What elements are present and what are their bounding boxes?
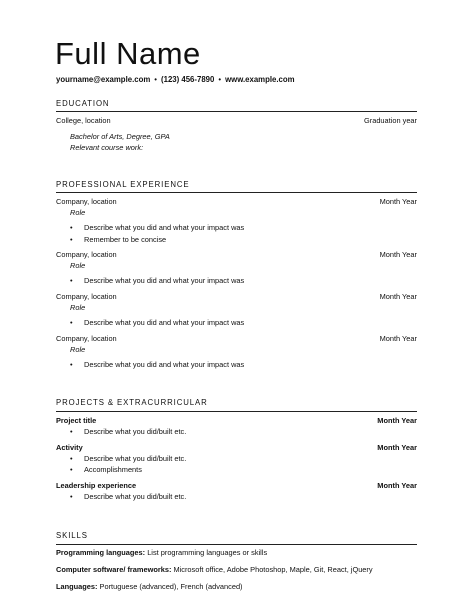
- list-item: [70, 318, 244, 327]
- entry-date: Month Year: [379, 334, 417, 343]
- company: Company, location: [56, 292, 117, 301]
- skills-heading: SKILLS: [56, 531, 88, 540]
- full-name: Full Name: [55, 36, 201, 71]
- company: Company, location: [56, 250, 117, 259]
- education-entry: [56, 116, 417, 125]
- bullet-icon: •: [70, 235, 73, 244]
- skills-divider: [56, 544, 417, 545]
- experience-entry: [56, 197, 417, 206]
- experience-entry: [56, 250, 417, 259]
- bullet-icon: •: [70, 360, 73, 369]
- separator: •: [218, 75, 222, 84]
- skill-label: Languages:: [56, 582, 98, 591]
- bullet-text: Describe what you did/built etc.: [84, 492, 187, 501]
- entry-date: Month Year: [379, 292, 417, 301]
- bullet-text: Describe what you did/built etc.: [84, 427, 187, 436]
- experience-entry: [56, 334, 417, 343]
- entry-date: Month Year: [377, 481, 417, 490]
- list-item: [70, 454, 186, 463]
- email: yourname@example.com: [56, 75, 151, 84]
- contact-line: [56, 75, 295, 84]
- bullet-text: Describe what you did/built etc.: [84, 454, 187, 463]
- list-item: [70, 465, 142, 474]
- projects-divider: [56, 411, 417, 412]
- bullet-text: Remember to be concise: [84, 235, 167, 244]
- project-entry: [56, 443, 417, 452]
- list-item: [70, 427, 186, 436]
- separator: •: [154, 75, 158, 84]
- company: Company, location: [56, 197, 117, 206]
- experience-entry: [56, 292, 417, 301]
- role: Role: [70, 345, 86, 354]
- projects-heading: PROJECTS & EXTRACURRICULAR: [56, 398, 208, 407]
- skill-value: Microsoft office, Adobe Photoshop, Maple, Git, React, jQuery: [173, 565, 373, 574]
- project-title: Leadership experience: [56, 481, 137, 490]
- education-heading: EDUCATION: [56, 99, 110, 108]
- project-entry: [56, 481, 417, 490]
- bullet-text: Describe what you did and what your impact was: [84, 223, 245, 232]
- experience-heading: PROFESSIONAL EXPERIENCE: [56, 180, 190, 189]
- list-item: [70, 492, 186, 501]
- role: Role: [70, 303, 86, 312]
- skill-label: Computer software/ frameworks:: [56, 565, 172, 574]
- bullet-text: Describe what you did and what your impact was: [84, 276, 245, 285]
- entry-date: Month Year: [377, 416, 417, 425]
- list-item: [70, 276, 244, 285]
- role: Role: [70, 208, 86, 217]
- website: www.example.com: [225, 75, 295, 84]
- bullet-icon: •: [70, 276, 73, 285]
- entry-date: Month Year: [377, 443, 417, 452]
- entry-date: Month Year: [379, 250, 417, 259]
- list-item: [70, 360, 244, 369]
- experience-divider: [56, 192, 417, 193]
- bullet-icon: •: [70, 492, 73, 501]
- list-item: [70, 235, 166, 244]
- skill-line: [56, 548, 267, 557]
- bullet-icon: •: [70, 223, 73, 232]
- bullet-icon: •: [70, 465, 73, 474]
- role: Role: [70, 261, 86, 270]
- project-entry: [56, 416, 417, 425]
- bullet-icon: •: [70, 318, 73, 327]
- degree: Bachelor of Arts, Degree, GPA: [70, 132, 170, 141]
- education-divider: [56, 111, 417, 112]
- graduation-date: Graduation year: [364, 116, 417, 125]
- bullet-icon: •: [70, 454, 73, 463]
- bullet-text: Accomplishments: [84, 465, 142, 474]
- project-title: Project title: [56, 416, 97, 425]
- bullet-icon: •: [70, 427, 73, 436]
- coursework: Relevant course work:: [70, 143, 144, 152]
- company: Company, location: [56, 334, 117, 343]
- skill-line: [56, 582, 243, 591]
- entry-date: Month Year: [379, 197, 417, 206]
- skill-line: [56, 565, 373, 574]
- college: College, location: [56, 116, 111, 125]
- skill-value: Portuguese (advanced), French (advanced): [99, 582, 243, 591]
- bullet-text: Describe what you did and what your impact was: [84, 360, 245, 369]
- list-item: [70, 223, 244, 232]
- skill-label: Programming languages:: [56, 548, 146, 557]
- skill-value: List programming languages or skills: [147, 548, 268, 557]
- project-title: Activity: [56, 443, 83, 452]
- phone: (123) 456-7890: [161, 75, 215, 84]
- bullet-text: Describe what you did and what your impact was: [84, 318, 245, 327]
